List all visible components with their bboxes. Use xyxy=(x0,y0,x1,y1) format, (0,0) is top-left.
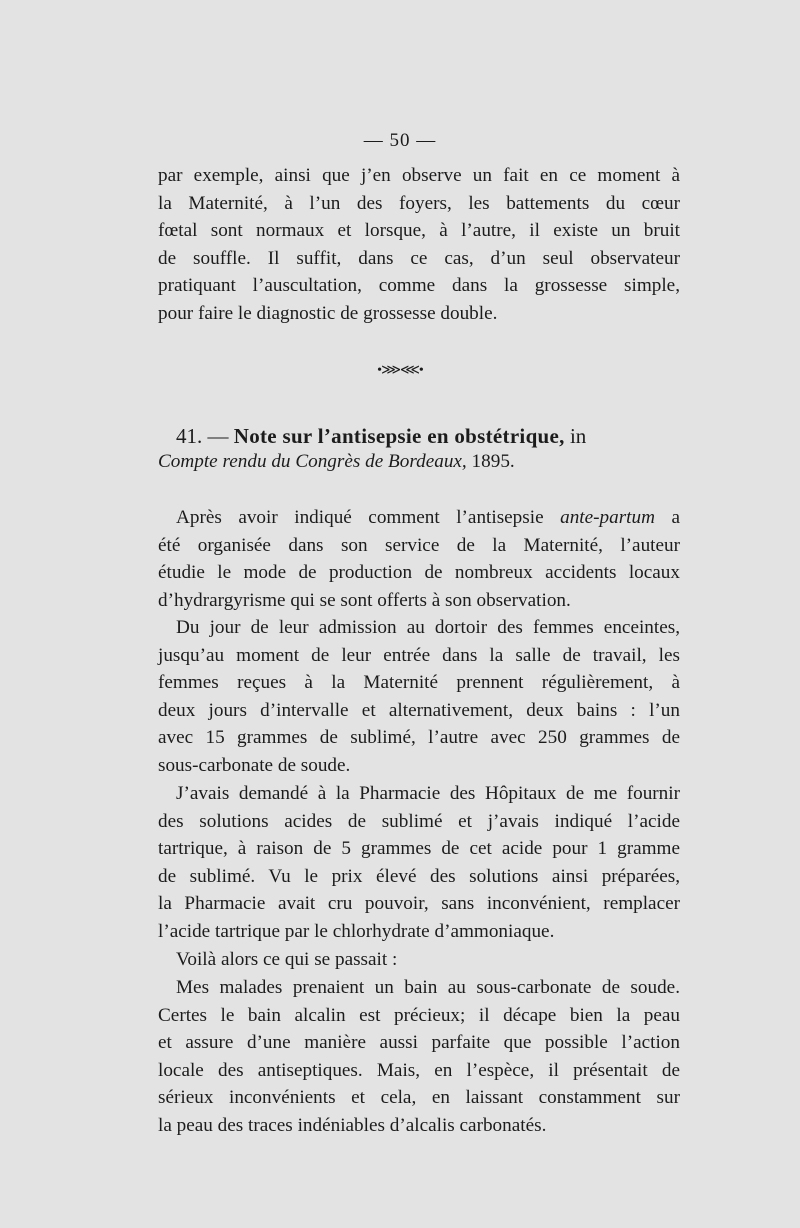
paragraph-4 xyxy=(158,946,680,974)
text-line: la Maternité, à l’un des foyers, les battements du cœur xyxy=(158,192,680,214)
text-line: pour faire le diagnostic de grossesse double. xyxy=(158,302,498,324)
text-line: tartrique, à raison de 5 grammes de cet acide pour 1 gramme xyxy=(158,838,680,860)
section-source xyxy=(158,448,680,476)
text-fragment: Après avoir indiqué comment l’antisepsie xyxy=(176,507,544,528)
ornament-divider: •⋙⋘• xyxy=(377,363,423,378)
section-title: Note sur l’antisepsie en obstétrique, xyxy=(233,424,565,448)
italic-phrase: ante-partum xyxy=(560,507,655,528)
text-line: fœtal sont normaux et lorsque, à l’autre, il existe un bruit xyxy=(158,220,680,242)
text-line: la Pharmacie avait cru pouvoir, sans inconvénient, remplacer xyxy=(158,893,680,915)
text-line: la peau des traces indéniables d’alcalis carbonatés. xyxy=(158,1114,547,1136)
text-line: sérieux inconvénients et cela, en laissant constamment sur xyxy=(158,1087,680,1109)
page-number: — 50 — xyxy=(363,130,437,151)
text-line: Du jour de leur admission au dortoir des femmes enceintes, xyxy=(176,617,680,638)
section-source-title: Compte rendu du Congrès de Bordeaux, xyxy=(158,451,467,472)
paragraph-2 xyxy=(158,614,680,780)
text-line: l’acide tartrique par le chlorhydrate d’ammoniaque. xyxy=(158,920,555,942)
text-line: J’avais demandé à la Pharmacie des Hôpitaux de me fournir xyxy=(176,783,680,804)
intro-paragraph xyxy=(158,162,680,328)
section-number: 41. — xyxy=(176,424,229,448)
text-line: Certes le bain alcalin est précieux; il décape bien la peau xyxy=(158,1004,680,1026)
text-line: pratiquant l’auscultation, comme dans la grossesse simple, xyxy=(158,275,680,297)
paragraph-1 xyxy=(158,504,680,614)
text-line: Voilà alors ce qui se passait : xyxy=(176,949,398,970)
section-in-word: in xyxy=(569,424,587,448)
text-line: Mes malades prenaient un bain au sous-carbonate de soude. xyxy=(176,977,680,998)
text-line: jusqu’au moment de leur entrée dans la salle de travail, les xyxy=(158,644,680,666)
text-line: et assure d’une manière aussi parfaite que possible l’action xyxy=(158,1032,680,1054)
text-line: sous-carbonate de soude. xyxy=(158,754,351,776)
text-line xyxy=(158,504,680,532)
text-line: par exemple, ainsi que j’en observe un fait en ce moment à xyxy=(158,165,680,186)
text-fragment: a xyxy=(671,507,680,528)
text-line: des solutions acides de sublimé et j’avais indiqué l’acide xyxy=(158,810,680,832)
text-line: étudie le mode de production de nombreux accidents locaux xyxy=(158,562,680,584)
text-line: femmes reçues à la Maternité prennent régulièrement, à xyxy=(158,672,680,694)
text-line: avec 15 grammes de sublimé, l’autre avec 250 grammes de xyxy=(158,727,680,749)
paragraph-3 xyxy=(158,780,680,946)
text-line: locale des antiseptiques. Mais, en l’espèce, il présentait de xyxy=(158,1059,680,1081)
text-line: été organisée dans son service de la Maternité, l’auteur xyxy=(158,534,680,556)
paragraph-5 xyxy=(158,974,680,1140)
text-line: d’hydrargyrisme qui se sont offerts à son observation. xyxy=(158,589,571,611)
text-line: deux jours d’intervalle et alternativement, deux bains : l’un xyxy=(158,699,680,721)
text-line: de sublimé. Vu le prix élevé des solutions ainsi préparées, xyxy=(158,865,680,887)
text-line: de souffle. Il suffit, dans ce cas, d’un seul observateur xyxy=(158,247,680,269)
section-year: 1895. xyxy=(471,451,515,472)
